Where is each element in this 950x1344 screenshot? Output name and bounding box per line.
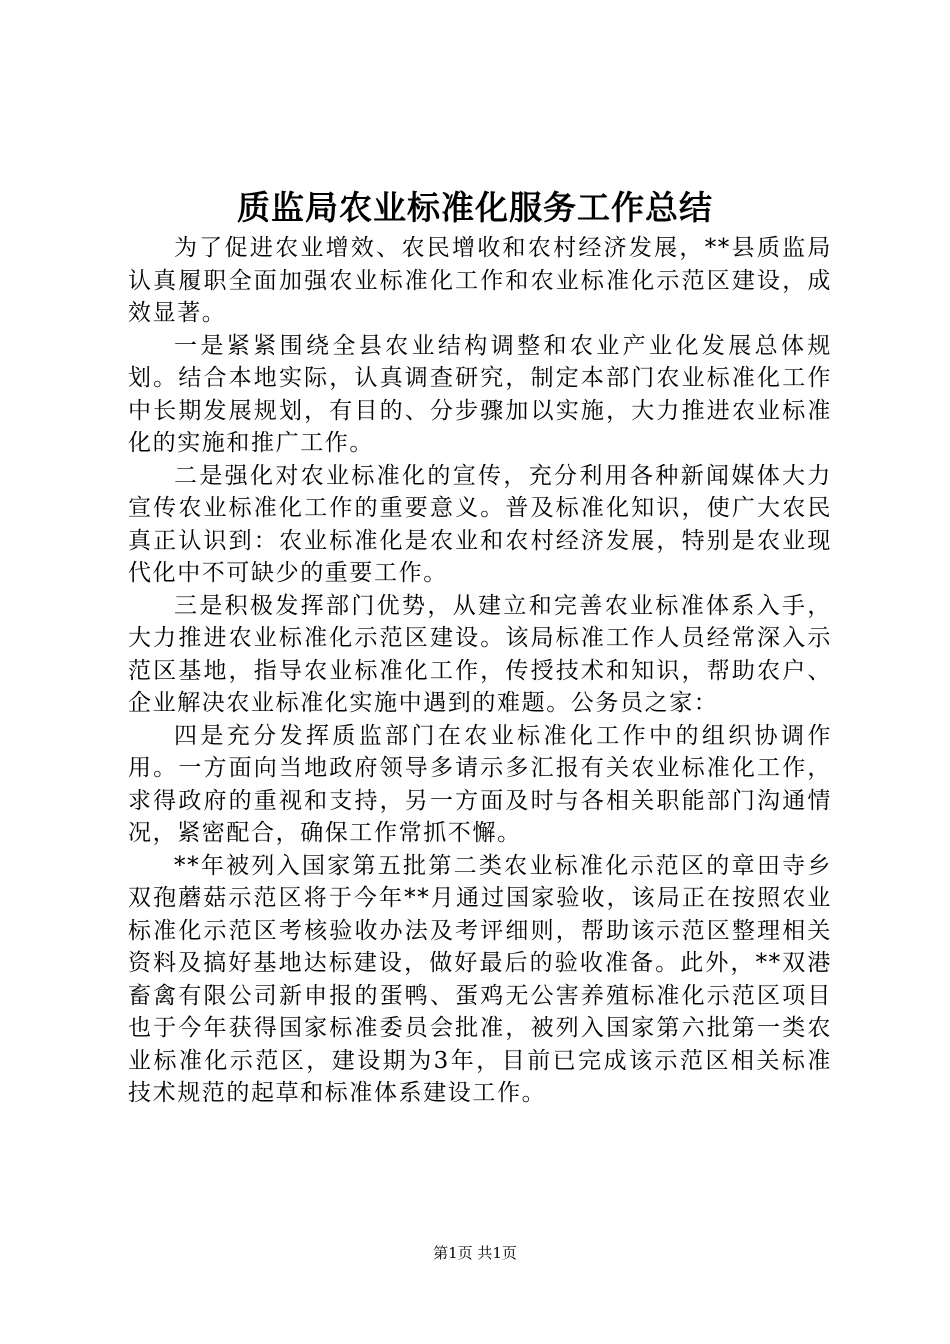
paragraph-point-4: 四是充分发挥质监部门在农业标准化工作中的组织协调作用。一方面向当地政府领导多请示多汇报有关农业标准化工作，求得政府的重视和支持，另一方面及时与各相关职能部门沟通情况，紧密配合，确保工作常抓不懈。 bbox=[128, 722, 832, 846]
document-title: 质监局农业标准化服务工作总结 bbox=[237, 188, 713, 227]
paragraph-demonstration-zone: **年被列入国家第五批第二类农业标准化示范区的章田寺乡双孢蘑菇示范区将于今年**月通过国家验收，该局正在按照农业标准化示范区考核验收办法及考评细则，帮助该示范区整理相关资料及搞好基地达标建设，做好最后的验收准备。此外，**双港畜禽有限公司新申报的蛋鸭、蛋鸡无公害养殖标准化示范区项目也于今年获得国家标准委员会批准，被列入国家第六批第一类农业标准化示范区，建设期为3年，目前已完成该示范区相关标准技术规范的起草和标准体系建设工作。 bbox=[128, 852, 832, 1106]
page-footer: 第1页 共1页 bbox=[433, 1244, 517, 1262]
paragraph-point-2: 二是强化对农业标准化的宣传，充分利用各种新闻媒体大力宣传农业标准化工作的重要意义。普及标准化知识，使广大农民真正认识到：农业标准化是农业和农村经济发展，特别是农业现代化中不可缺少的重要工作。 bbox=[128, 462, 832, 586]
paragraph-point-1: 一是紧紧围绕全县农业结构调整和农业产业化发展总体规划。结合本地实际，认真调查研究，制定本部门农业标准化工作中长期发展规划，有目的、分步骤加以实施，大力推进农业标准化的实施和推广工作。 bbox=[128, 332, 832, 456]
paragraph-point-3: 三是积极发挥部门优势，从建立和完善农业标准体系入手，大力推进农业标准化示范区建设。该局标准工作人员经常深入示范区基地，指导农业标准化工作，传授技术和知识，帮助农户、企业解决农业标准化实施中遇到的难题。公务员之家： bbox=[128, 592, 832, 716]
paragraph-intro: 为了促进农业增效、农民增收和农村经济发展，**县质监局认真履职全面加强农业标准化工作和农业标准化示范区建设，成效显著。 bbox=[128, 235, 832, 326]
document-body bbox=[128, 232, 832, 1110]
